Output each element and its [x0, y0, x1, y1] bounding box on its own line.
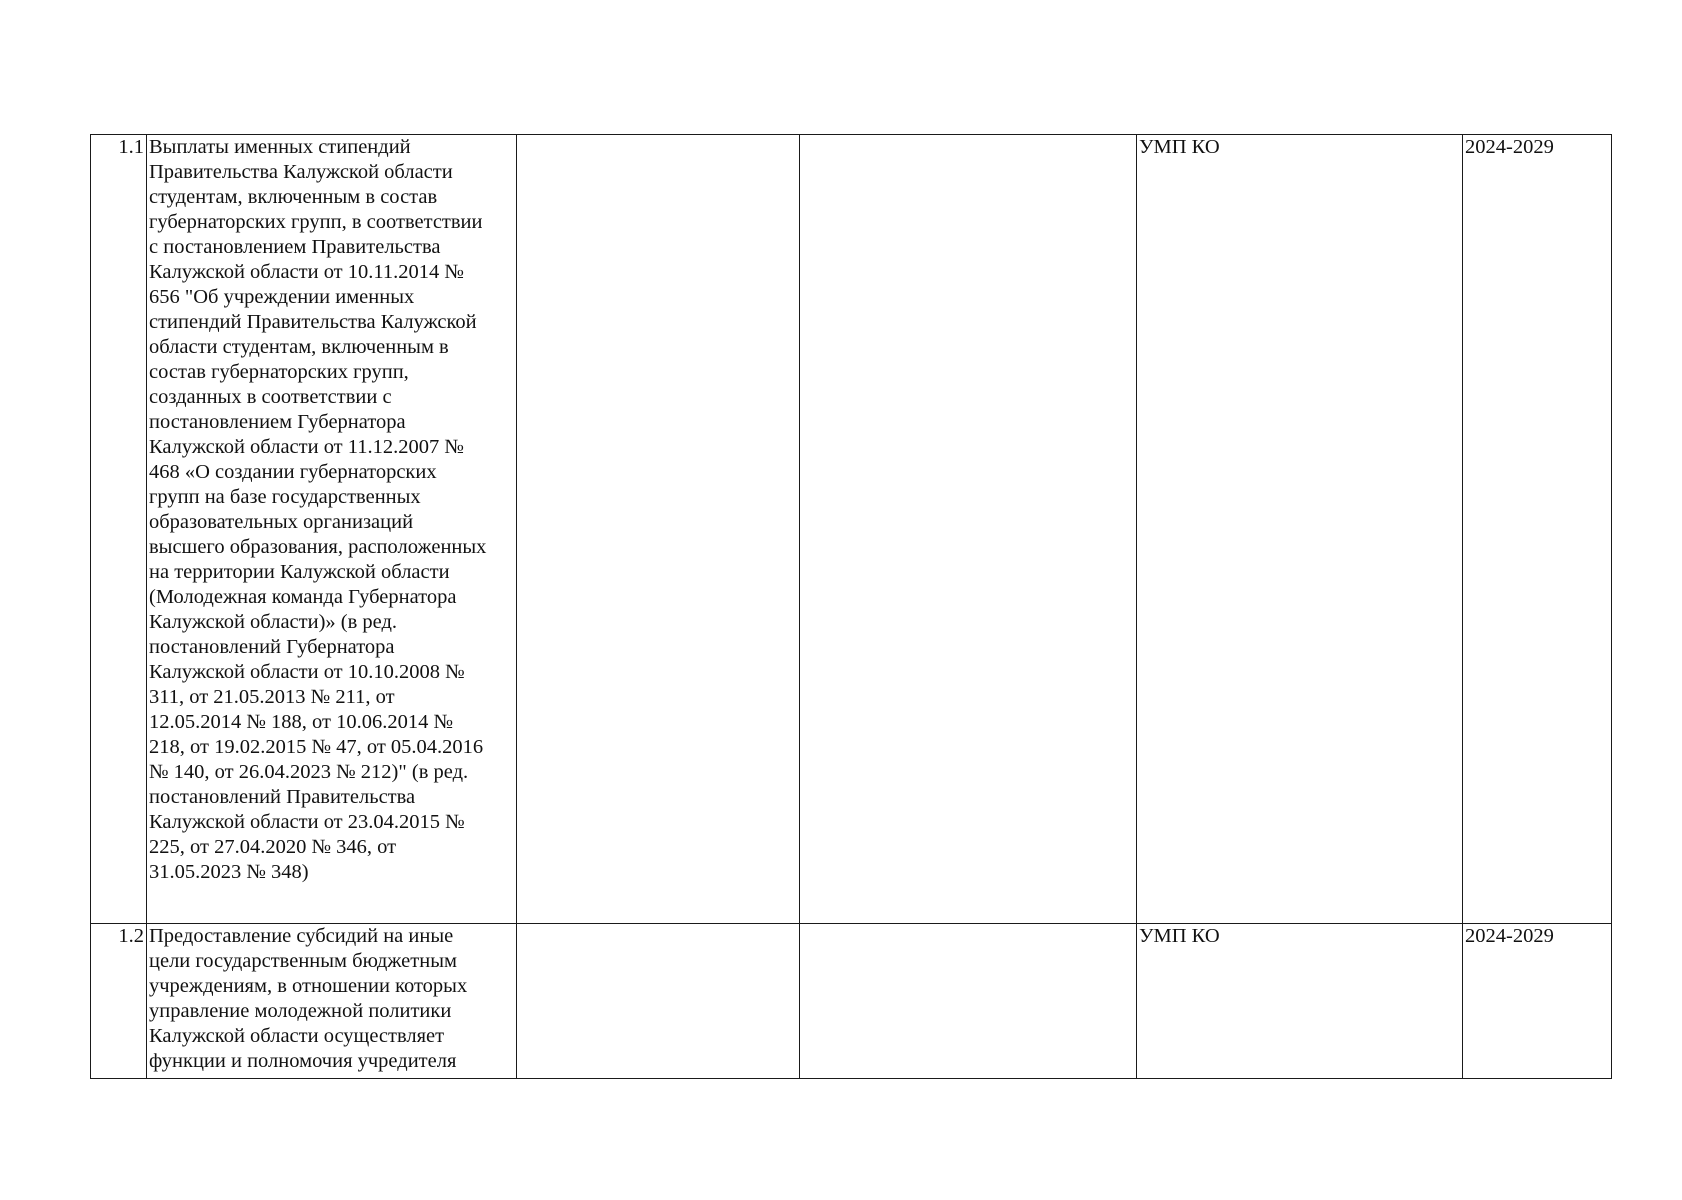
activity-description — [147, 924, 517, 1079]
activity-description — [147, 135, 517, 924]
period-cell: 2024-2029 — [1463, 135, 1612, 924]
executor-cell: УМП КО — [1137, 924, 1463, 1079]
empty-cell — [517, 924, 800, 1079]
empty-cell — [800, 135, 1137, 924]
activity-description-text: Предоставление субсидий на иные цели государственным бюджетным учреждениям, в отношении которых управление молодежной политики Калужской области осуществляет функции и полномочия учредителя — [149, 925, 468, 1072]
executor-cell: УМП КО — [1137, 135, 1463, 924]
activity-description-text: Выплаты именных стипендий Правительства Калужской области студентам, включенным в состав губернаторских групп, в соответствии с постановлением Правительства Калужской области от 10.11.2014 № 656 "Об учреждении именных стипендий Правительства Калужской области студентам, включенным в состав губернаторских групп, созданных в соответствии с постановлением Губернатора Калужской области от 11.12.2007 № 468 «О создании губернаторских групп на базе государственных образовательных организаций высшего образования, расположенных на территории Калужской области (Молодежная команда Губернатора Калужской области)» (в ред. постановлений Губернатора Калужской области от 10.10.2008 № 311, от 21.05.2013 № 211, от 12.05.2014 № 188, от 10.06.2014 № 218, от 19.02.2015 № 47, от 05.04.2016 № 140, от 26.04.2023 № 212)" (в ред. постановлений Правительства Калужской области от 23.04.2015 № 225, от 27.04.2020 № 346, от 31.05.2023 № 348) — [149, 136, 487, 883]
table-row — [91, 924, 1612, 1079]
period-cell: 2024-2029 — [1463, 924, 1612, 1079]
table-row — [91, 135, 1612, 924]
program-activities-table — [90, 134, 1612, 1079]
row-number: 1.1 — [91, 135, 147, 924]
row-number: 1.2 — [91, 924, 147, 1079]
empty-cell — [517, 135, 800, 924]
empty-cell — [800, 924, 1137, 1079]
